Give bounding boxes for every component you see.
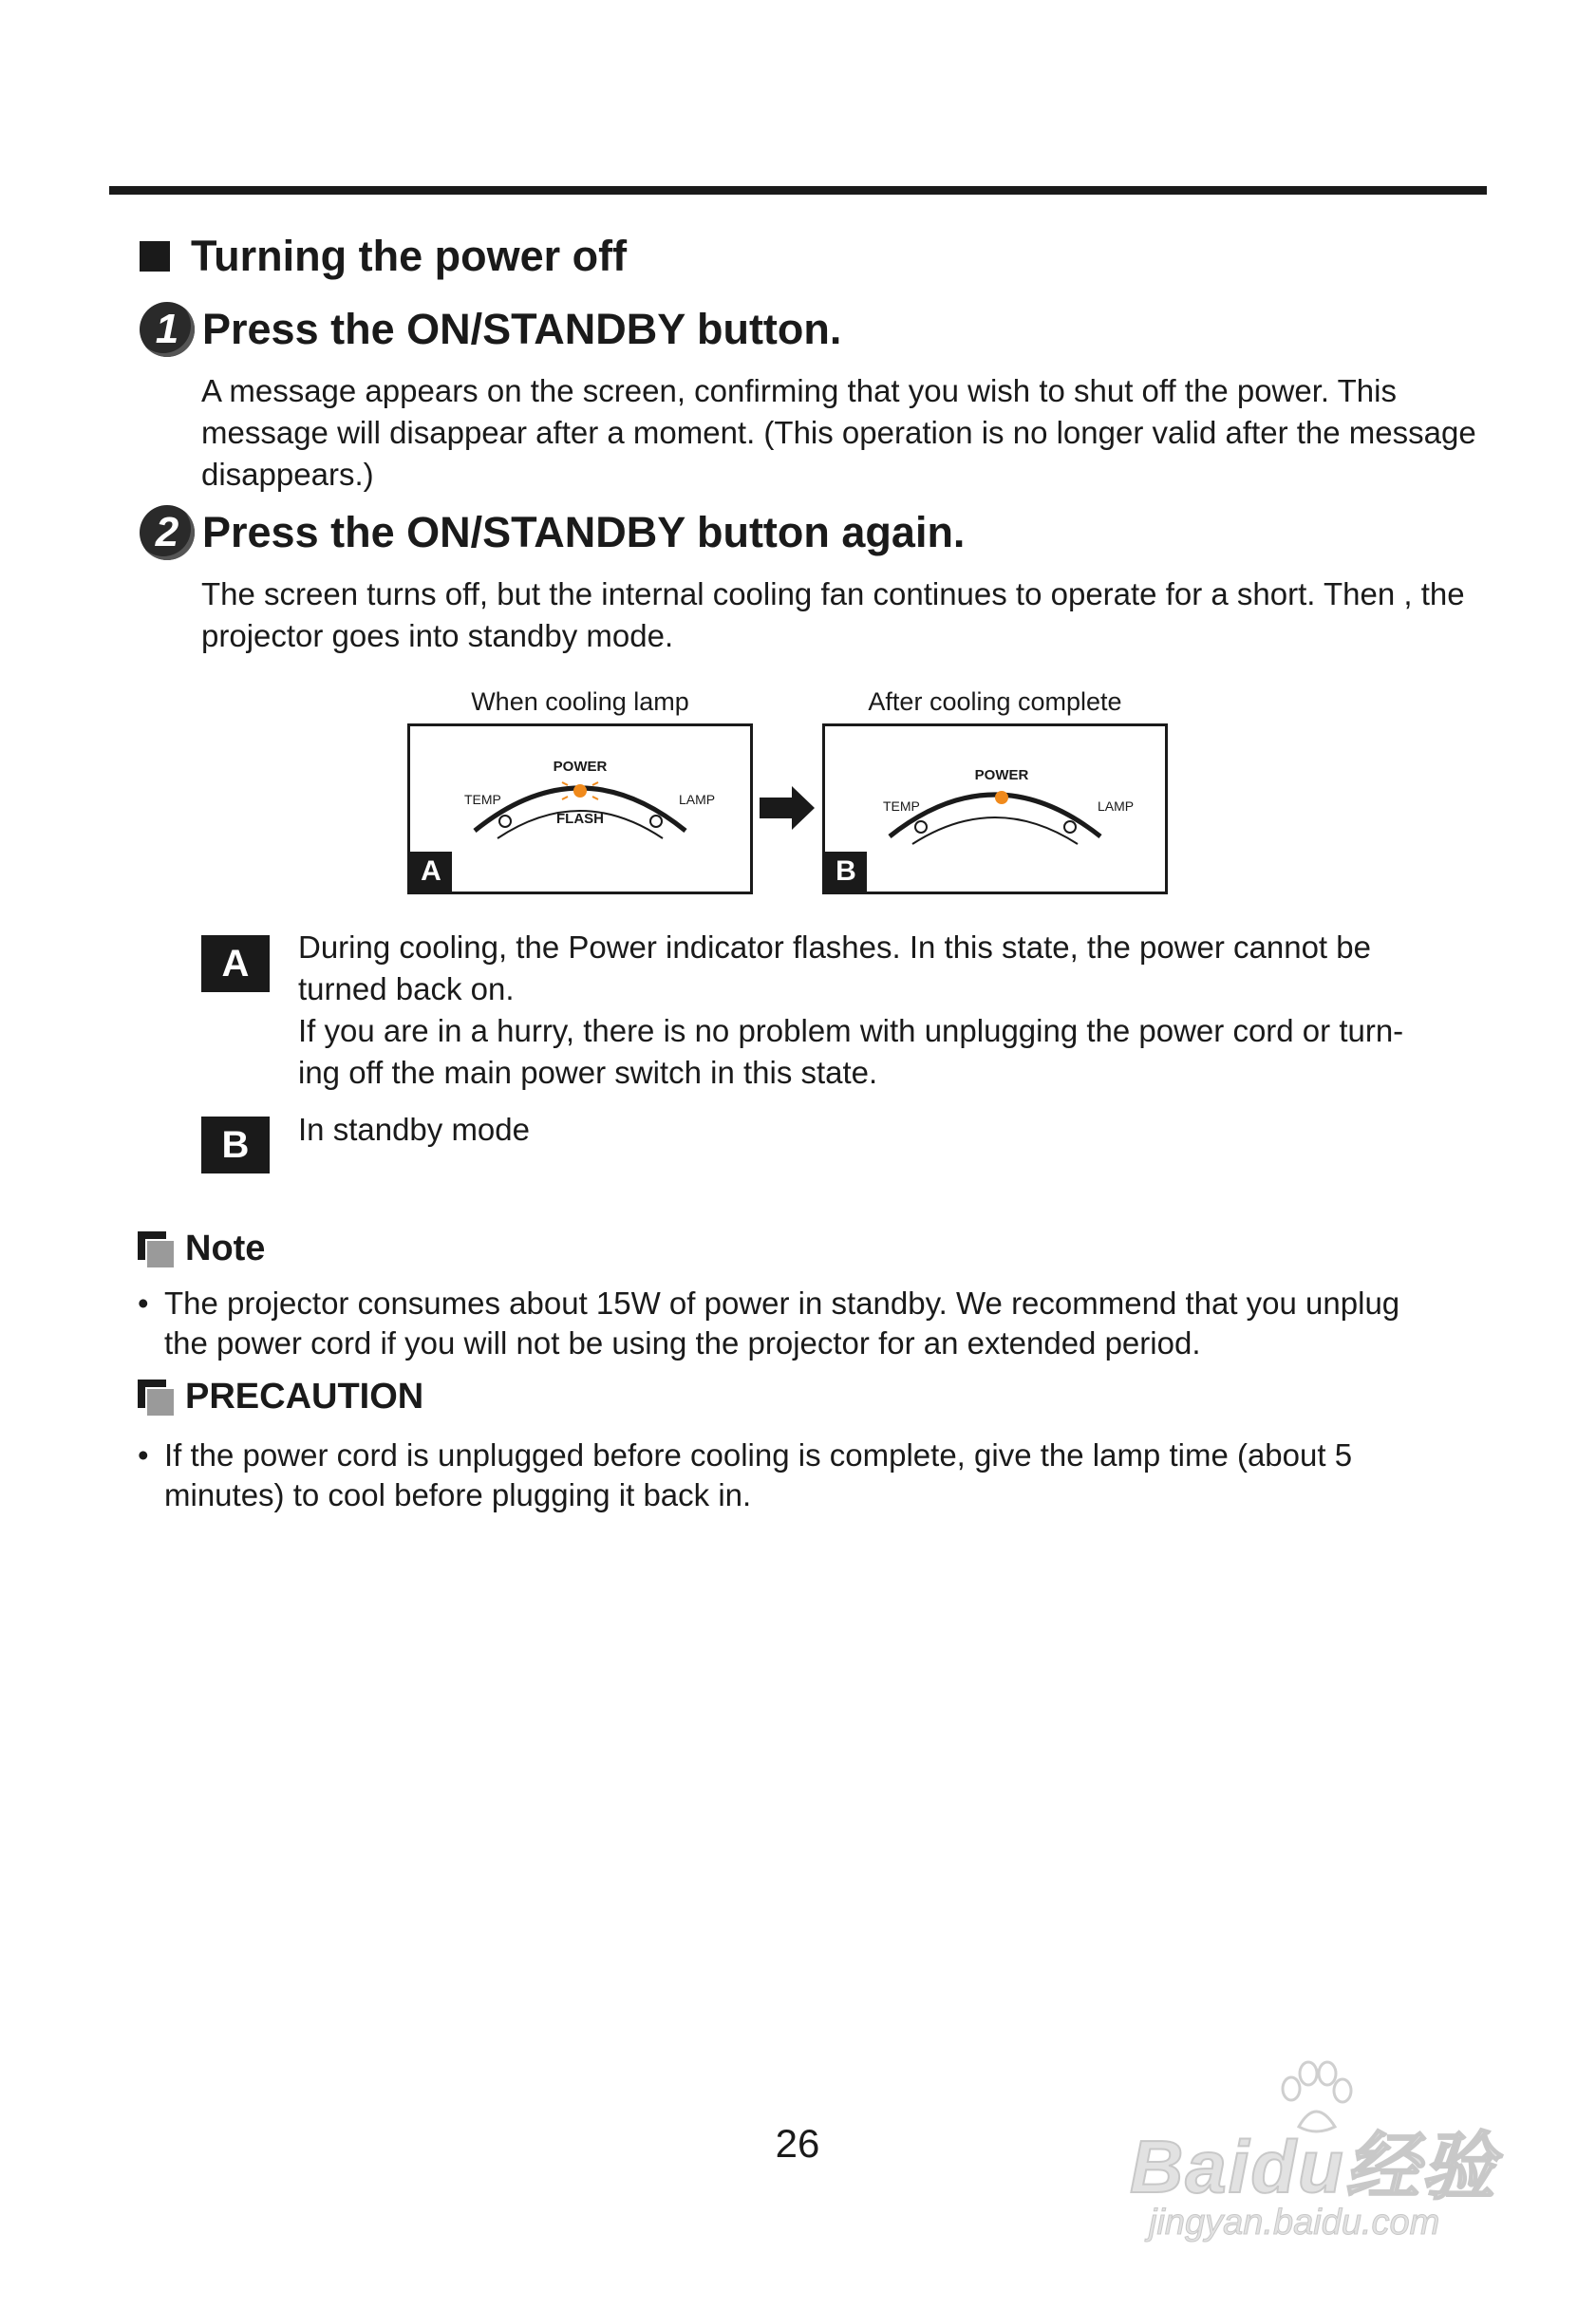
note-line: The projector consumes about 15W of power in standby. We recommend that you unplug — [164, 1286, 1400, 1321]
power-led-flashing-icon — [573, 784, 587, 798]
section-title — [140, 232, 627, 281]
note-icon — [138, 1231, 174, 1267]
note-title: Note — [185, 1229, 266, 1268]
state-a-line: ing off the main power switch in this state. — [298, 1055, 878, 1090]
panel-a-flash-label: FLASH — [556, 811, 604, 827]
precaution-icon — [138, 1380, 174, 1416]
panel-b-lamp-label: LAMP — [1098, 798, 1135, 814]
note-line: the power cord if you will not be using the projector for an extended period. — [164, 1325, 1201, 1361]
lamp-led-icon — [1064, 821, 1076, 833]
state-b-badge: B — [201, 1117, 270, 1173]
panel-b-temp-label: TEMP — [883, 798, 920, 814]
step-1-heading — [140, 302, 841, 357]
panel-a-temp-label: TEMP — [464, 792, 501, 807]
precaution-title: PRECAUTION — [185, 1377, 424, 1417]
state-a-line: turned back on. — [298, 971, 515, 1006]
temp-led-icon — [499, 816, 511, 827]
transition-arrow-icon — [760, 784, 817, 832]
baidu-watermark — [1130, 2060, 1510, 2250]
indicator-arc-b — [825, 726, 1165, 892]
state-a-line: If you are in a hurry, there is no problem with unplugging the power cord or turn- — [298, 1013, 1404, 1048]
lamp-led-icon — [650, 816, 662, 827]
header-rule — [109, 186, 1487, 195]
panel-b-letter: B — [825, 852, 867, 892]
precaution-heading — [138, 1377, 423, 1417]
step-2-heading-text: Press the ON/STANDBY button again. — [202, 508, 966, 556]
panel-b-power-label: POWER — [974, 767, 1029, 783]
indicator-arc-a — [410, 726, 750, 892]
state-b-line: In standby mode — [298, 1112, 530, 1147]
temp-led-icon — [915, 821, 927, 833]
note-bullet — [138, 1284, 1524, 1363]
step-1-number-icon: 1 — [140, 302, 195, 357]
step-1-body: A message appears on the screen, confirming that you wish to shut off the power. This message will disappear after a moment. (This operation is no longer valid after the message disappears.) — [201, 373, 1476, 492]
state-a-description — [298, 927, 1523, 1094]
state-a-line: During cooling, the Power indicator flashes. In this state, the power cannot be — [298, 929, 1371, 965]
step-2-body: The screen turns off, but the internal cooling fan continues to operate for a short. Then , the projector goes into standby mode. — [201, 576, 1465, 653]
step-2-heading — [140, 505, 965, 560]
panel-b-caption: After cooling complete — [868, 687, 1122, 716]
page-number: 26 — [775, 2121, 820, 2166]
panel-a-power-label: POWER — [553, 759, 608, 775]
bullet-icon: • — [138, 1286, 149, 1321]
note-heading — [138, 1229, 265, 1269]
indicator-panel-b — [822, 723, 1168, 894]
section-square-icon — [140, 241, 170, 272]
step-1-heading-text: Press the ON/STANDBY button. — [202, 305, 842, 353]
indicator-panel-a — [407, 723, 753, 894]
power-led-steady-icon — [995, 791, 1008, 804]
bullet-icon: • — [138, 1437, 149, 1473]
state-b-description — [298, 1109, 1523, 1151]
state-a-badge: A — [201, 935, 270, 992]
panel-a-caption: When cooling lamp — [471, 687, 689, 716]
panel-a-lamp-label: LAMP — [679, 792, 716, 807]
section-title-text: Turning the power off — [191, 232, 628, 280]
panel-a-letter: A — [410, 852, 452, 892]
watermark-sub: jingyan.baidu.com — [1149, 2203, 1440, 2243]
precaution-line: minutes) to cool before plugging it back in. — [164, 1477, 752, 1512]
precaution-bullet — [138, 1436, 1524, 1515]
watermark-main: Baidu经验 — [1130, 2125, 1497, 2208]
precaution-line: If the power cord is unplugged before cooling is complete, give the lamp time (about 5 — [164, 1437, 1353, 1473]
step-2-number-icon: 2 — [140, 505, 195, 560]
